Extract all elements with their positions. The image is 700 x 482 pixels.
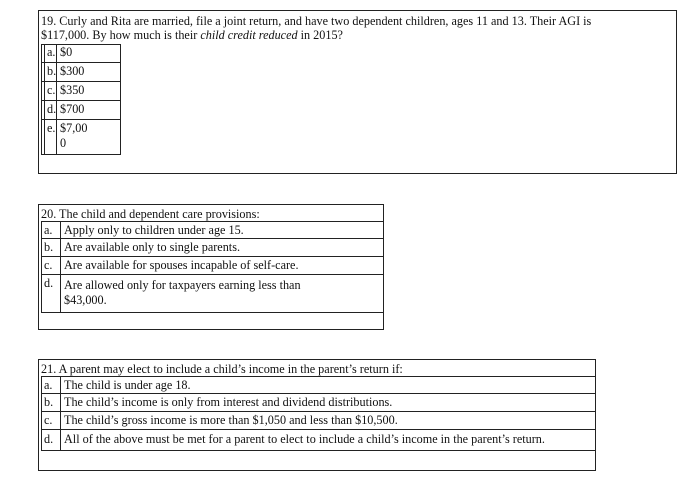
question-19-option-a[interactable] bbox=[41, 44, 121, 63]
question-19-option-d[interactable] bbox=[41, 101, 121, 120]
option-letter: d. bbox=[47, 102, 57, 116]
option-text: The child is under age 18. bbox=[64, 378, 191, 392]
question-21-option-a[interactable] bbox=[41, 376, 596, 394]
question-20-option-b[interactable] bbox=[41, 239, 384, 257]
option-text: Are available only to single parents. bbox=[64, 240, 240, 254]
question-20-option-d[interactable] bbox=[41, 275, 384, 313]
question-19-stem-emphasis: child credit reduced bbox=[200, 28, 298, 42]
option-text: The child’s income is only from interest and dividend distributions. bbox=[64, 395, 393, 409]
option-text: Are allowed only for taxpayers earning less than bbox=[64, 278, 301, 292]
option-text: Apply only to children under age 15. bbox=[64, 223, 244, 237]
option-letter: e. bbox=[47, 121, 56, 135]
option-letter: a. bbox=[47, 45, 56, 59]
question-19-option-e[interactable] bbox=[41, 120, 121, 155]
question-21-option-b[interactable] bbox=[41, 394, 596, 412]
option-text: $700 bbox=[60, 102, 85, 116]
question-20-option-a[interactable] bbox=[41, 221, 384, 239]
option-text: $350 bbox=[60, 83, 85, 97]
option-text-continued: 0 bbox=[60, 136, 67, 150]
option-letter: c. bbox=[47, 83, 56, 97]
option-letter: b. bbox=[42, 239, 61, 256]
question-19-stem-pre: $117,000. By how much is their bbox=[41, 28, 201, 42]
question-20-option-c[interactable] bbox=[41, 257, 384, 275]
option-letter: a. bbox=[42, 222, 61, 238]
question-19-stem-line1: 19. Curly and Rita are married, file a joint return, and have two dependent children, ages 11 and 13. Their AGI is bbox=[41, 14, 592, 28]
question-21-stem: 21. A parent may elect to include a child’s income in the parent’s return if: bbox=[41, 362, 403, 376]
option-letter: b. bbox=[47, 64, 57, 78]
question-21-option-c[interactable] bbox=[41, 412, 596, 430]
option-letter: d. bbox=[42, 275, 61, 312]
option-letter: b. bbox=[42, 394, 61, 411]
option-text: $300 bbox=[60, 64, 85, 78]
question-21-option-d[interactable] bbox=[41, 430, 596, 451]
option-text: All of the above must be met for a parent to elect to include a child’s income in the parent’s return. bbox=[64, 432, 545, 446]
option-text: $7,00 bbox=[60, 121, 88, 135]
question-19-option-b[interactable] bbox=[41, 63, 121, 82]
option-text: The child’s gross income is more than $1,050 and less than $10,500. bbox=[64, 413, 398, 427]
option-text-continued: $43,000. bbox=[64, 293, 107, 307]
option-letter: c. bbox=[42, 412, 61, 429]
option-text: $0 bbox=[60, 45, 73, 59]
option-letter: a. bbox=[42, 377, 61, 393]
question-20-stem: 20. The child and dependent care provisions: bbox=[41, 207, 260, 221]
question-19-option-c[interactable] bbox=[41, 82, 121, 101]
question-19-stem-line2 bbox=[41, 28, 343, 42]
option-letter: d. bbox=[42, 430, 61, 450]
option-letter: c. bbox=[42, 257, 61, 274]
option-text: Are available for spouses incapable of self-care. bbox=[64, 258, 299, 272]
question-19-stem-post: in 2015? bbox=[297, 28, 343, 42]
